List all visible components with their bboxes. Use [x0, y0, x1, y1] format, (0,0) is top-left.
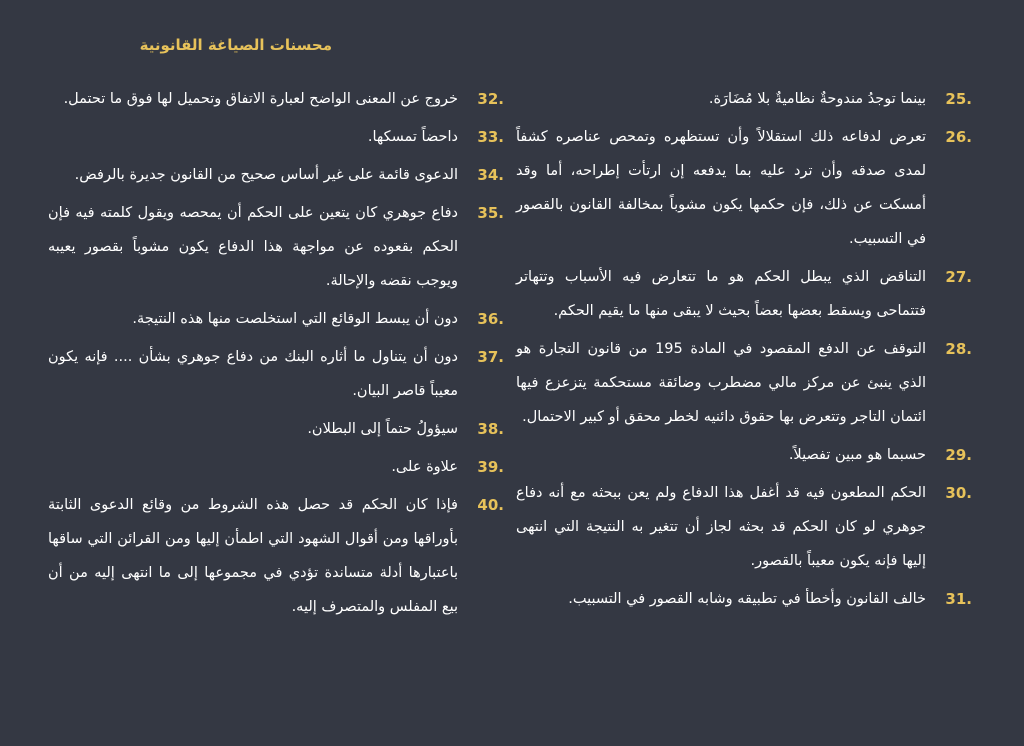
- left-column: [48, 82, 504, 628]
- item-text: حسبما هو مبين تفصيلاً.: [788, 447, 926, 463]
- item-text: داحضاً تمسكها.: [367, 129, 458, 145]
- item-text: خالف القانون وأخطأ في تطبيقه وشابه القصور في التسبيب.: [568, 591, 926, 607]
- item-number: 30.: [945, 484, 972, 502]
- list-item: [48, 82, 504, 116]
- item-number: 33.: [477, 128, 504, 146]
- right-column: [516, 82, 972, 620]
- item-text: فإذا كان الحكم قد حصل هذه الشروط من وقائع الدعوى الثابتة بأوراقها ومن أقوال الشهود التي اطمأن إليها ومن القرائن التي ساقها باعتبارها أدلة متساندة تؤدي في مجموعها إلى ما انتهى إليه من أن بيع المفلس والمتصرف إليه.: [48, 497, 458, 615]
- list-item: [48, 488, 504, 624]
- list-item: [516, 120, 972, 256]
- item-number: 32.: [477, 90, 504, 108]
- item-number: 36.: [477, 310, 504, 328]
- item-number: 25.: [945, 90, 972, 108]
- item-text: التوقف عن الدفع المقصود في المادة 195 من قانون التجارة هو الذي ينبئ عن مركز مالي مضطرب وضائقة مستحكمة يتزعزع فيها ائتمان التاجر وتتعرض بها حقوق دائنيه لخطر محقق أو كبير الاحتمال.: [516, 341, 926, 425]
- item-text: دون أن يتناول ما أثاره البنك من دفاع جوهري بشأن .... فإنه يكون معيباً قاصر البيان.: [48, 349, 458, 399]
- list-item: [48, 196, 504, 298]
- item-text: تعرض لدفاعه ذلك استقلالاً وأن تستظهره وتمحص عناصره كشفاً لمدى صدقه وأن ترد عليه بما يدفعه إن ارتأت إطراحه، أما وقد أمسكت عن ذلك، فإن حكمها يكون مشوباً بمخالفة القانون بالقصور في التسبيب.: [516, 129, 926, 247]
- list-item: [516, 582, 972, 616]
- item-number: 40.: [477, 496, 504, 514]
- list-item: [516, 260, 972, 328]
- item-text: الحكم المطعون فيه قد أغفل هذا الدفاع ولم يعن ببحثه مع أنه دفاع جوهري لو كان الحكم قد بحثه لجاز أن تتغير به النتيجة التي انتهى إليها فإنه يكون معيباً بالقصور.: [516, 485, 926, 569]
- item-number: 28.: [945, 340, 972, 358]
- item-number: 39.: [477, 458, 504, 476]
- item-text: التناقض الذي يبطل الحكم هو ما تتعارض فيه الأسباب وتتهاتر فتتماحى ويسقط بعضها بعضاً بحيث لا يبقى منها ما يقيم الحكم.: [516, 269, 926, 319]
- list-item: [48, 158, 504, 192]
- item-text: سيؤولُ حتماً إلى البطلان.: [307, 421, 458, 437]
- list-item: [48, 120, 504, 154]
- item-number: 27.: [945, 268, 972, 286]
- list-item: [516, 476, 972, 578]
- item-number: 26.: [945, 128, 972, 146]
- list-item: [516, 438, 972, 472]
- list-item: [516, 82, 972, 116]
- item-number: 34.: [477, 166, 504, 184]
- list-item: [48, 450, 504, 484]
- item-number: 29.: [945, 446, 972, 464]
- list-item: [48, 412, 504, 446]
- item-number: 37.: [477, 348, 504, 366]
- list-item: [48, 302, 504, 336]
- list-item: [48, 340, 504, 408]
- item-number: 31.: [945, 590, 972, 608]
- item-number: 35.: [477, 204, 504, 222]
- item-text: علاوة على.: [391, 459, 458, 475]
- item-text: الدعوى قائمة على غير أساس صحيح من القانون جديرة بالرفض.: [74, 167, 458, 183]
- item-text: خروج عن المعنى الواضح لعبارة الاتفاق وتحميل لها فوق ما تحتمل.: [63, 91, 458, 107]
- item-number: 38.: [477, 420, 504, 438]
- item-text: دون أن يبسط الوقائع التي استخلصت منها هذه النتيجة.: [132, 311, 458, 327]
- list-item: [516, 332, 972, 434]
- page-title: محسنات الصياغة القانونية: [139, 36, 332, 54]
- item-text: بينما توجدُ مندوحةٌ نظاميةٌ بلا مُضَارَة.: [708, 91, 926, 107]
- item-text: دفاع جوهري كان يتعين على الحكم أن يمحصه ويقول كلمته فيه فإن الحكم بقعوده عن مواجهة هذا الدفاع يكون مشوباً بقصور يعيبه ويوجب نقضه والإحالة.: [48, 205, 458, 289]
